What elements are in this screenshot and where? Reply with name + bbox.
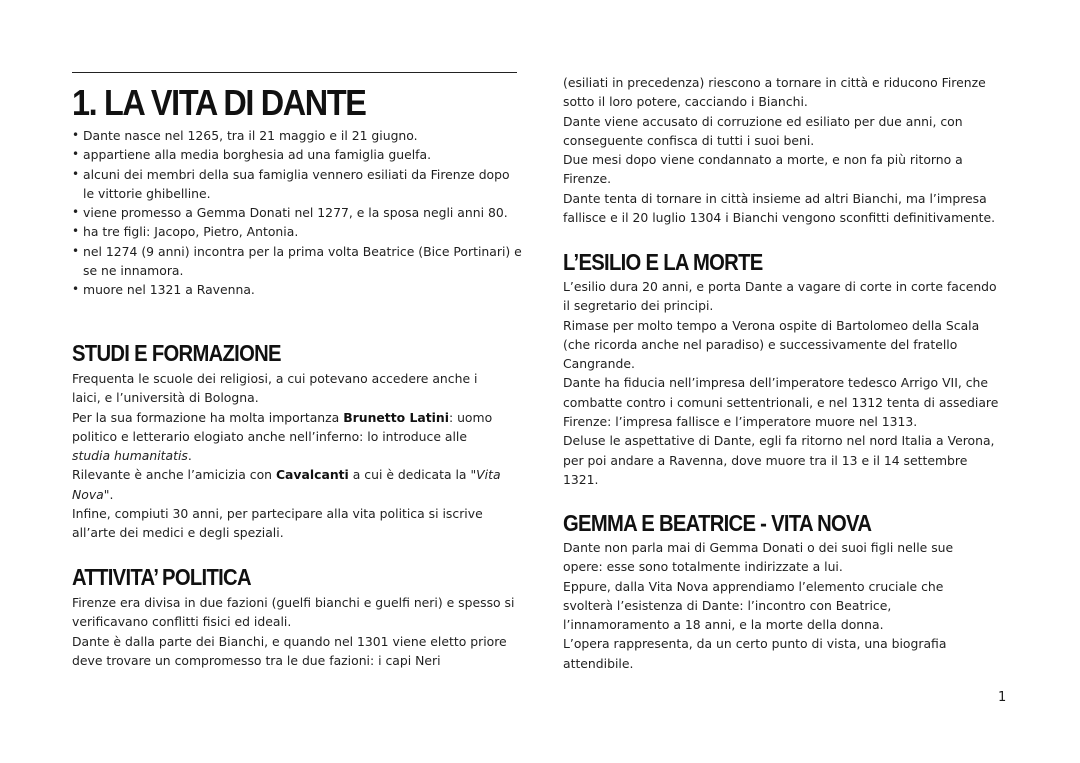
name-cavalcanti: Cavalcanti — [275, 467, 349, 483]
list-item: • Dante nasce nel 1265, tra il 21 maggio e il 21 giugno. — [72, 126, 522, 145]
section-body-gemma — [563, 538, 988, 673]
paragraph: Rimase per molto tempo a Verona ospite di Bartolomeo della Scala (che ricorda anche nel paradiso) e successivamente del fratello Cangrande. — [563, 317, 980, 372]
paragraph: Dante ha fiducia nell’impresa dell’imperatore tedesco Arrigo VII, che combatte contro i comuni settentrionali, e nel 1312 tenta di assediare Firenze: l’impresa fallisce e l’imperatore muore nel 1313. — [563, 375, 999, 430]
paragraph: Frequenta le scuole dei religiosi, a cui potevano accedere anche i laici, e l’università di Bologna. — [72, 371, 478, 406]
section-heading-esilio: L’ESILIO E LA MORTE — [563, 249, 763, 275]
list-item: • alcuni dei membri della sua famiglia vennero esiliati da Firenze dopo le vittorie ghibelline. — [72, 165, 522, 204]
title-rule — [72, 72, 517, 73]
page-title: 1. LA VITA DI DANTE — [72, 82, 366, 123]
page-number: 1 — [998, 690, 1007, 705]
list-item: • muore nel 1321 a Ravenna. — [72, 280, 522, 299]
list-item: • appartiene alla media borghesia ad una famiglia guelfa. — [72, 145, 522, 164]
section-heading-studi: STUDI E FORMAZIONE — [72, 340, 281, 366]
section-body-politica — [72, 593, 517, 670]
section-body-studi — [72, 369, 502, 543]
section-heading-politica: ATTIVITA’ POLITICA — [72, 564, 251, 590]
list-item: • nel 1274 (9 anni) incontra per la prima volta Beatrice (Bice Portinari) e se ne innamora. — [72, 242, 522, 281]
section-heading-gemma: GEMMA E BEATRICE - VITA NOVA — [563, 510, 872, 536]
paragraph: Due mesi dopo viene condannato a morte, e non fa più ritorno a Firenze. — [563, 152, 963, 187]
paragraph: Deluse le aspettative di Dante, egli fa ritorno nel nord Italia a Verona, per poi andare a Ravenna, dove muore tra il 13 e il 14 settembre 1321. — [563, 433, 995, 487]
paragraph: Dante tenta di tornare in città insieme ad altri Bianchi, ma l’impresa fallisce e il 20 luglio 1304 i Bianchi vengono sconfitti definitivamente. — [563, 190, 996, 226]
section-body-esilio — [563, 277, 1005, 489]
paragraph: Dante viene accusato di corruzione ed esiliato per due anni, con conseguente confisca di tutti i suoi beni. — [563, 113, 963, 148]
list-item: • ha tre figli: Jacopo, Pietro, Antonia. — [72, 222, 522, 241]
paragraph: L’esilio dura 20 anni, e porta Dante a vagare di corte in corte facendo il segretario dei principi. — [563, 279, 997, 314]
life-bullet-list — [72, 126, 522, 300]
paragraph: Per la sua formazione ha molta importanza Brunetto Latini: uomo politico e letterario elogiato anche nell’inferno: lo introduce alle studia humanitatis. — [72, 409, 493, 464]
paragraph: Dante non parla mai di Gemma Donati o dei suoi figli nelle sue opere: esse sono totalmente indirizzate a lui. — [563, 540, 954, 575]
paragraph: Dante è dalla parte dei Bianchi, e quando nel 1301 viene eletto priore deve trovare un compromesso tra le due fazioni: i capi Neri — [72, 633, 507, 668]
paragraph: Infine, compiuti 30 anni, per partecipare alla vita politica si iscrive all’arte dei medici e degli speziali. — [72, 506, 483, 541]
list-item: • viene promesso a Gemma Donati nel 1277, e la sposa negli anni 80. — [72, 203, 522, 222]
paragraph: (esiliati in precedenza) riescono a tornare in città e riducono Firenze sotto il loro potere, cacciando i Bianchi. — [563, 75, 986, 110]
paragraph: Rilevante è anche l’amicizia con Cavalcanti a cui è dedicata la "Vita Nova". — [72, 467, 501, 502]
paragraph: Eppure, dalla Vita Nova apprendiamo l’elemento cruciale che svolterà l’esistenza di Dante: l’incontro con Beatrice, l’innamoramento a 18 anni, e la morte della donna. — [563, 578, 944, 633]
paragraph: L’opera rappresenta, da un certo punto di vista, una biografia attendibile. — [563, 636, 947, 671]
paragraph: Firenze era divisa in due fazioni (guelfi bianchi e guelfi neri) e spesso si verificavano conflitti fisici ed ideali. — [72, 595, 515, 630]
section-body-politica-continued — [563, 73, 1005, 227]
name-brunetto-latini: Brunetto Latini — [343, 409, 449, 425]
